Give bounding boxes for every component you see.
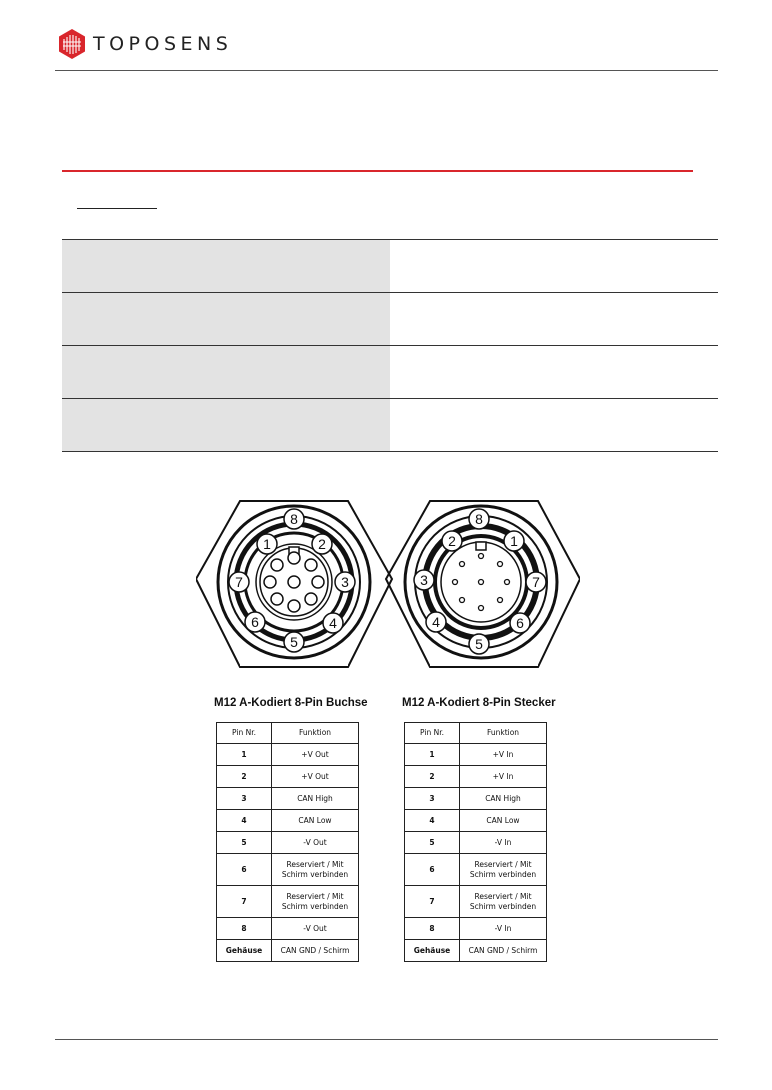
pin-number: 1 — [405, 744, 460, 766]
buchse-pin-label-2 — [312, 534, 332, 554]
pin-function: -V In — [460, 918, 547, 940]
subheading-underline — [77, 208, 157, 209]
spec-label — [62, 399, 390, 452]
pin-number: 5 — [217, 832, 272, 854]
table-row — [405, 886, 547, 918]
stecker-pin-label-2 — [442, 531, 462, 551]
spec-row — [62, 240, 718, 293]
stecker-pin-table — [404, 722, 547, 962]
spec-label — [62, 293, 390, 346]
stecker-pin-label-7 — [526, 572, 546, 592]
pin-number: 2 — [405, 766, 460, 788]
stecker-pin-label-6 — [510, 613, 530, 633]
pin-function: CAN GND / Schirm — [460, 940, 547, 962]
svg-text:8: 8 — [475, 511, 483, 527]
pin-number: Gehäuse — [217, 940, 272, 962]
section-heading-rule — [62, 170, 693, 172]
pin-function: CAN Low — [272, 810, 359, 832]
pin-number: 6 — [217, 854, 272, 886]
stecker-pin-label-4 — [426, 612, 446, 632]
table-header-row — [217, 723, 359, 744]
spec-value — [390, 399, 718, 452]
table-row — [217, 918, 359, 940]
spec-value — [390, 240, 718, 293]
spec-row — [62, 293, 718, 346]
table-header-row — [405, 723, 547, 744]
svg-text:2: 2 — [318, 536, 326, 552]
pin-function: CAN Low — [460, 810, 547, 832]
spec-value — [390, 346, 718, 399]
stecker-pins — [453, 554, 510, 611]
toposens-logo-icon — [57, 28, 87, 60]
svg-text:8: 8 — [290, 511, 298, 527]
buchse-pin-label-7 — [229, 572, 249, 592]
pin-number: Gehäuse — [405, 940, 460, 962]
buchse-pin-label-1 — [257, 534, 277, 554]
table-row — [405, 810, 547, 832]
pin-function: -V Out — [272, 832, 359, 854]
buchse-pin-label-8 — [284, 509, 304, 529]
spec-row — [62, 399, 718, 452]
stecker-pin-label-1 — [504, 531, 524, 551]
pin-number: 8 — [405, 918, 460, 940]
pin-function: -V Out — [272, 918, 359, 940]
pin-function: Reserviert / Mit Schirm verbinden — [460, 854, 547, 886]
pin-number: 3 — [217, 788, 272, 810]
table-row — [217, 788, 359, 810]
buchse-pin-table — [216, 722, 359, 962]
table-row — [217, 886, 359, 918]
footer-divider — [55, 1039, 718, 1040]
table-row — [217, 940, 359, 962]
pin-function: CAN High — [460, 788, 547, 810]
column-header-function: Funktion — [272, 723, 359, 744]
svg-text:1: 1 — [263, 536, 271, 552]
pin-function: CAN GND / Schirm — [272, 940, 359, 962]
spec-row — [62, 346, 718, 399]
header-divider — [55, 70, 718, 71]
pin-function: Reserviert / Mit Schirm verbinden — [272, 886, 359, 918]
table-row — [405, 744, 547, 766]
pin-number: 7 — [217, 886, 272, 918]
buchse-pin-holes — [264, 552, 324, 612]
pin-function: +V In — [460, 766, 547, 788]
svg-text:5: 5 — [475, 636, 483, 652]
spec-value — [390, 293, 718, 346]
buchse-pin-label-4 — [323, 613, 343, 633]
column-header-function: Funktion — [460, 723, 547, 744]
table-row — [405, 832, 547, 854]
column-header-pin: Pin Nr. — [217, 723, 272, 744]
pin-number: 2 — [217, 766, 272, 788]
svg-text:2: 2 — [448, 533, 456, 549]
pin-number: 5 — [405, 832, 460, 854]
table-row — [405, 940, 547, 962]
svg-text:3: 3 — [420, 572, 428, 588]
svg-text:7: 7 — [235, 574, 243, 590]
pin-function: +V Out — [272, 744, 359, 766]
pin-number: 1 — [217, 744, 272, 766]
pin-number: 4 — [217, 810, 272, 832]
table-row — [217, 766, 359, 788]
pin-number: 3 — [405, 788, 460, 810]
pin-number: 8 — [217, 918, 272, 940]
buchse-title: M12 A-Kodiert 8-Pin Buchse — [214, 697, 368, 709]
stecker-pin-label-5 — [469, 634, 489, 654]
table-row — [217, 744, 359, 766]
table-row — [405, 918, 547, 940]
brand-name: TOPOSENS — [93, 33, 233, 55]
pin-number: 6 — [405, 854, 460, 886]
pin-function: +V Out — [272, 766, 359, 788]
pin-function: Reserviert / Mit Schirm verbinden — [460, 886, 547, 918]
svg-text:4: 4 — [329, 615, 337, 631]
table-row — [217, 832, 359, 854]
table-row — [405, 788, 547, 810]
svg-text:4: 4 — [432, 614, 440, 630]
pin-function: -V In — [460, 832, 547, 854]
spec-label — [62, 240, 390, 293]
pin-number: 4 — [405, 810, 460, 832]
table-row — [217, 854, 359, 886]
stecker-title: M12 A-Kodiert 8-Pin Stecker — [402, 697, 556, 709]
table-row — [405, 766, 547, 788]
svg-text:3: 3 — [341, 574, 349, 590]
spec-label — [62, 346, 390, 399]
stecker-pin-label-3 — [414, 570, 434, 590]
pin-function: CAN High — [272, 788, 359, 810]
svg-text:1: 1 — [510, 533, 518, 549]
pin-number: 7 — [405, 886, 460, 918]
pin-function: Reserviert / Mit Schirm verbinden — [272, 854, 359, 886]
table-row — [405, 854, 547, 886]
buchse-pin-label-6 — [245, 612, 265, 632]
svg-text:6: 6 — [251, 614, 259, 630]
toposens-logo — [57, 28, 232, 60]
svg-text:7: 7 — [532, 574, 540, 590]
svg-text:6: 6 — [516, 615, 524, 631]
m12-connector-illustration — [196, 496, 580, 686]
column-header-pin: Pin Nr. — [405, 723, 460, 744]
table-row — [217, 810, 359, 832]
buchse-pin-label-3 — [335, 572, 355, 592]
svg-text:5: 5 — [290, 634, 298, 650]
pin-function: +V In — [460, 744, 547, 766]
spec-table — [62, 239, 718, 452]
stecker-pin-label-8 — [469, 509, 489, 529]
buchse-pin-label-5 — [284, 632, 304, 652]
